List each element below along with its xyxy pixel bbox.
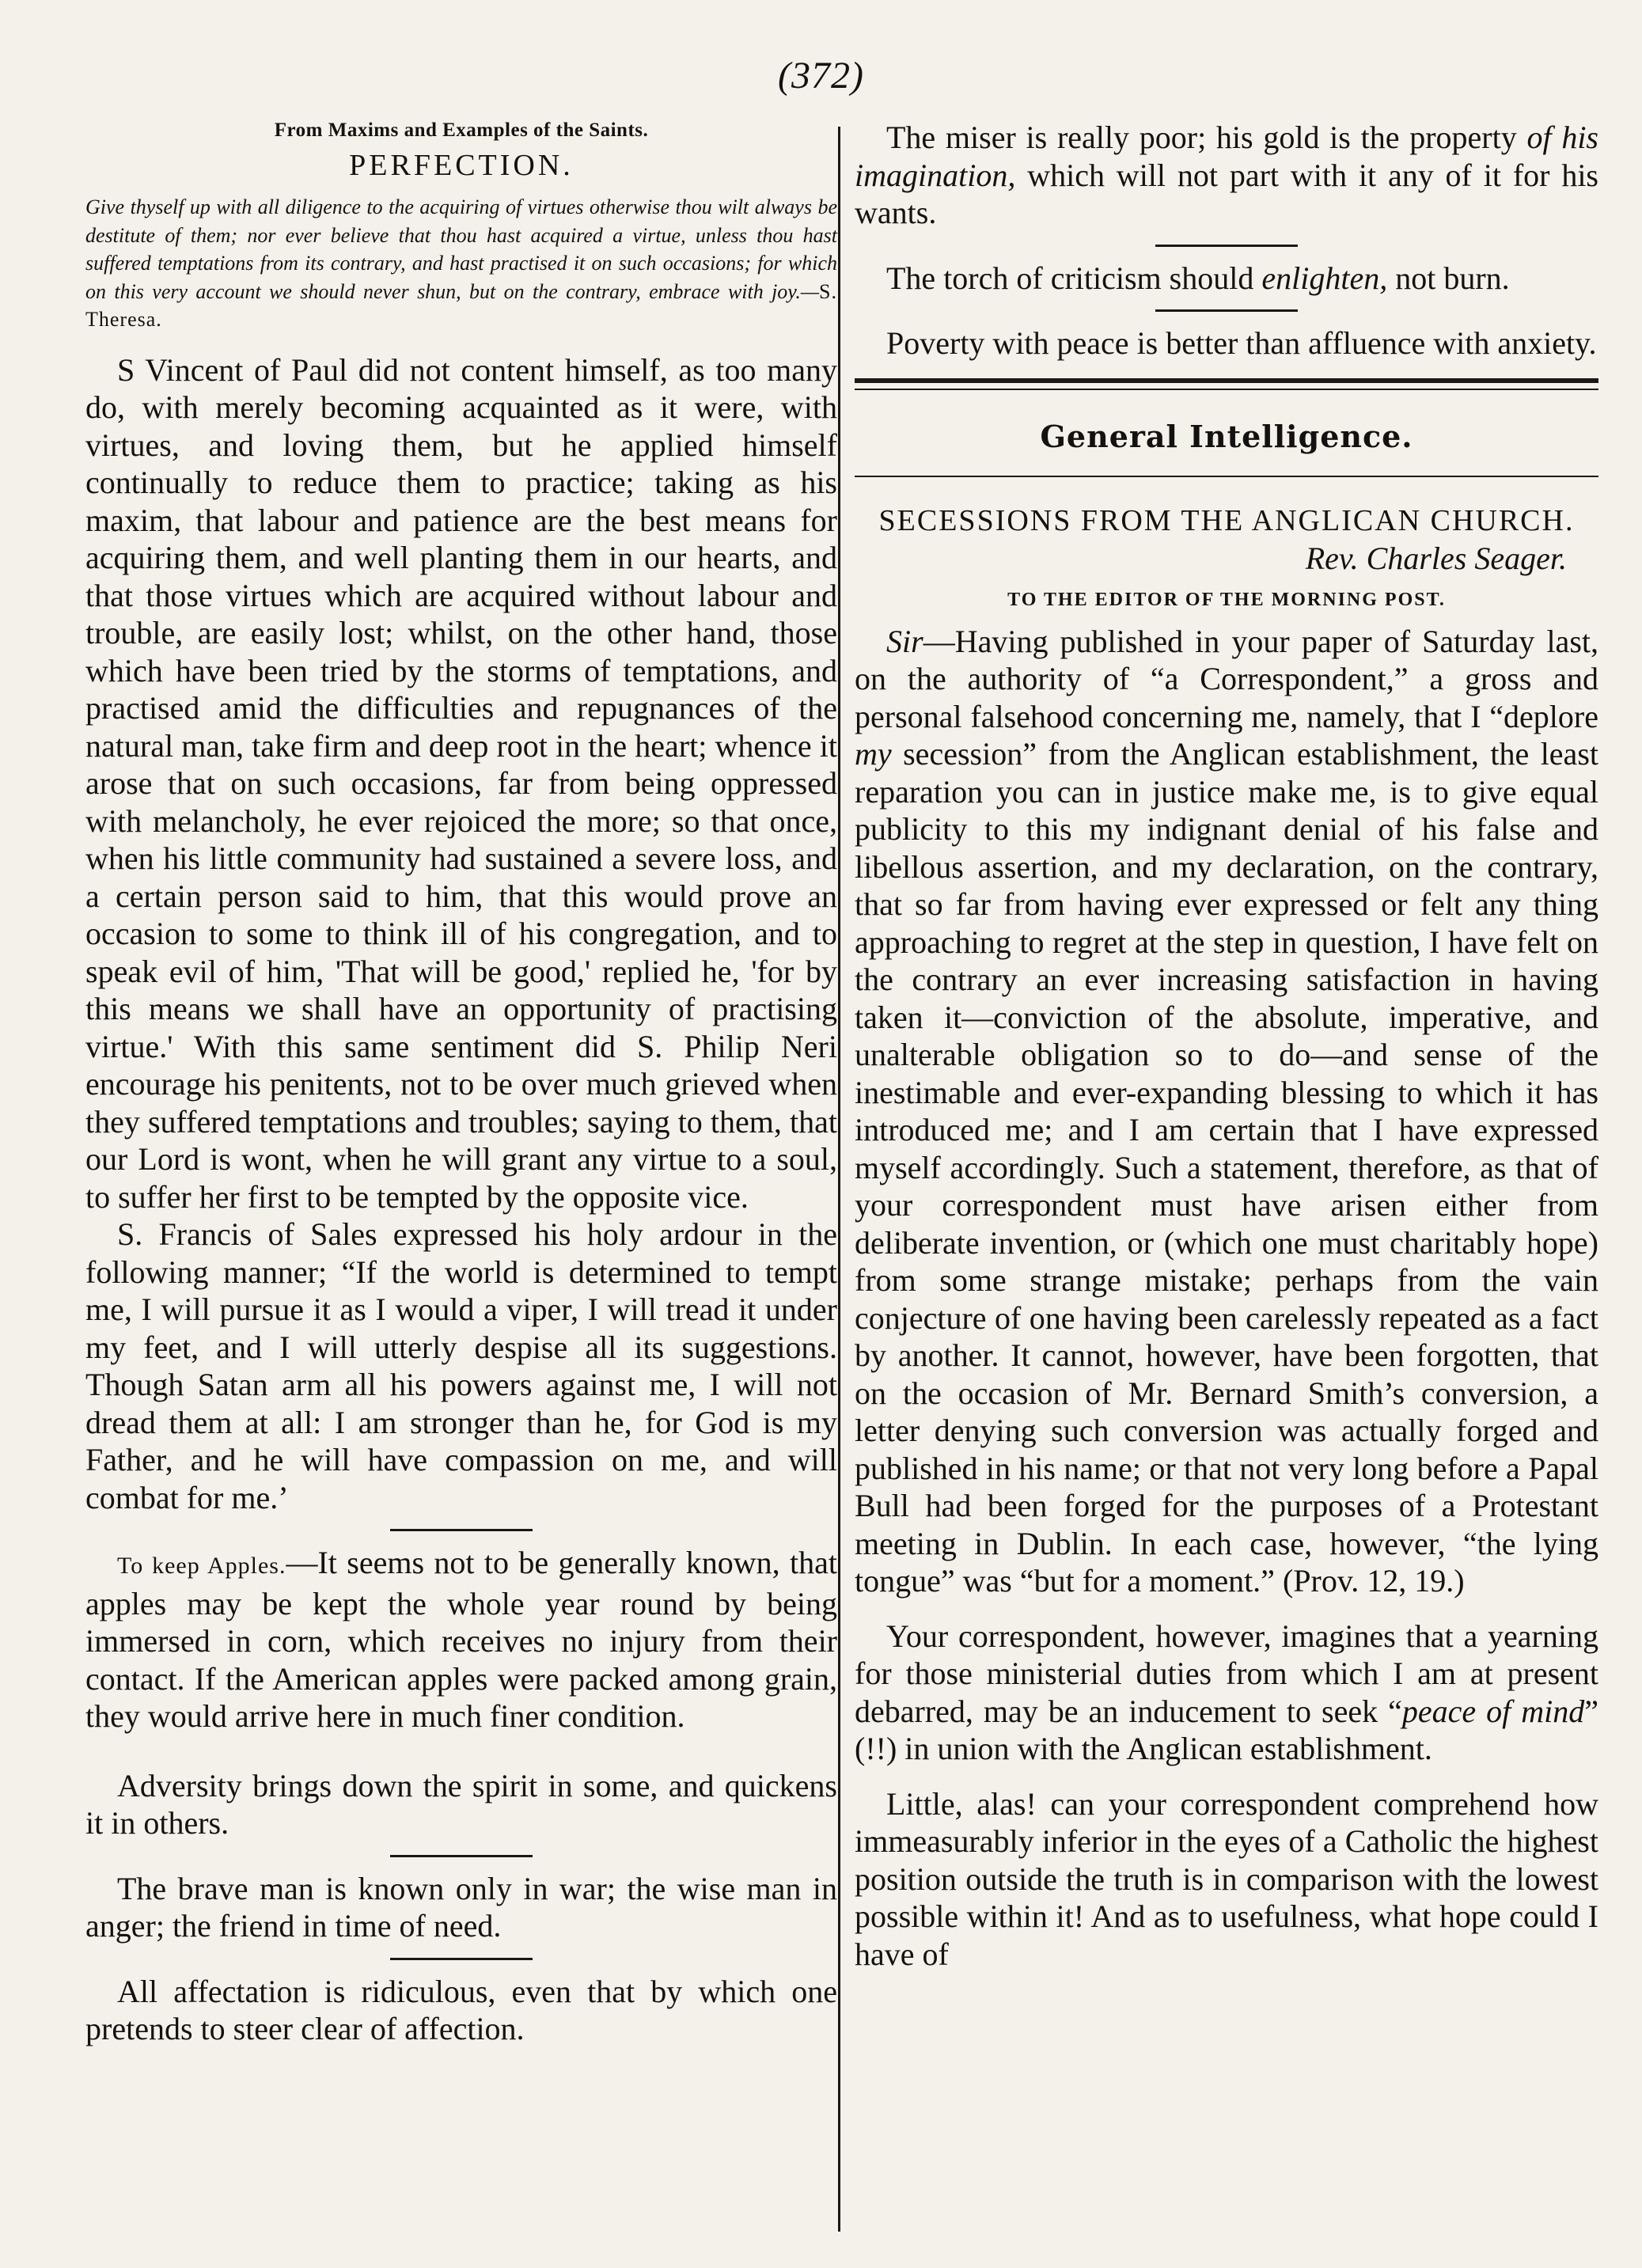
paragraph-poverty: Poverty with peace is better than affluence with anxiety. xyxy=(886,325,1597,361)
letter-salutation: Sir xyxy=(886,623,923,659)
left-column xyxy=(85,119,837,2048)
divider-rule xyxy=(390,1855,533,1857)
divider-rule xyxy=(1155,309,1298,312)
section-double-rule xyxy=(855,378,1598,390)
paragraph-francis: S. Francis of Sales expressed his holy ardour in the following manner; “If the world is determined to tempt me, I will pursue it as I would a viper, I will tread it under my feet, and I will utterly despise all its suggestions. Though Satan arm all his powers against me, I will not dread them at all: I am stronger than he, for God is my Father, and he will have compassion on me, and will combat for me.’ xyxy=(85,1216,837,1515)
torch-italic: enlighten, xyxy=(1261,260,1388,296)
column-divider xyxy=(838,127,840,2232)
letter-p1-a: —Having published in your paper of Saturday last, on the authority of “a Correspondent,” a gross and personal falsehood concerning me, namely, that I “deplore xyxy=(855,623,1598,734)
paragraph-miser xyxy=(855,119,1598,232)
letter-p1-b: secession” from the Anglican establishment, the least reparation you can in justice make me, is to give equal publicity to this my indignant denial of his false and libellous assertion, and my declaration, on the contrary, that so far from having ever expressed or felt any thing approaching to regret at the step in question, I have felt on the contrary an ever increasing satisfaction in having taken it—conviction of the absolute, imperative, and unalterable obligation so to do—and sense of the inestimable and ever-expanding blessing to which it has introduced me; and I am certain that I have expressed myself accordingly. Such a statement, therefore, as that of your correspondent must have arisen either from deliberate invention, or (which one must charitably hope) from some strange mistake; perhaps from the vain conjecture of one having been carelessly repeated as a fact by another. It cannot, however, have been forgotten, that on the occasion of Mr. Bernard Smith’s conversion, a letter denying such conversion was actually forged and published in his name; or that not very long before a Papal Bull had been forged for the purposes of a Protestant meeting in Dublin. In each case, however, “the lying tongue” was “but for a moment.” (Prov. 12, 19.) xyxy=(855,736,1598,1599)
epigraph-text: Give thyself up with all diligence to the acquiring of virtues otherwise thou wilt always be destitute of them; nor ever believe that thou hast acquired a virtue, unless thou hast suffered temptations from its contrary, and hast practised it on such occasions; for which on this very account we should never shun, but on the contrary, embrace with joy.— xyxy=(85,195,837,303)
page-number: (372) xyxy=(778,55,864,97)
paragraph-vincent: S Vincent of Paul did not content himself, as too many do, with merely becoming acquainted as it were, with virtues, and loving them, but he applied himself continually to reduce them to practice; taking as his maxim, that labour and patience are the best means for acquiring them, and well planting them in our hearts, and that those virtues which are acquired without labour and trouble, are easily lost; whilst, on the other hand, those which have been tried by the storms of temptations, and practised amid the difficulties and repugnances of the natural man, take firm and deep root in the heart; whence it arose that on such occasions, far from being oppressed with melancholy, he ever rejoiced the more; so that once, when his little community had sustained a severe loss, and a certain person said to him, that this would prove an occasion to some to think ill of his congregation, and to speak evil of him, 'That will be good,' replied he, 'for by this means we shall have an opportunity of practising virtue.' With this same sentiment did S. Philip Neri encourage his penitents, not to be over much grieved when they suffered temptations and troubles; saying to them, that our Lord is wont, when he will grant any virtue to a soul, to suffer her first to be tempted by the opposite vice. xyxy=(85,351,837,1215)
right-column xyxy=(855,119,1598,1973)
apples-text: —It seems not to be generally known, that apples may be kept the whole year round by being immersed in corn, which receives no injury from their contact. If the American apples were packed among grain, they would arrive here in much finer condition. xyxy=(85,1545,837,1734)
paragraph-adversity: Adversity brings down the spirit in some, and quickens it in others. xyxy=(85,1767,837,1841)
byline: Rev. Charles Seager. xyxy=(1305,540,1567,576)
letter-paragraph-1 xyxy=(855,623,1598,1600)
letter-p2-b: ” (!!) in union with the Anglican establishment. xyxy=(855,1693,1599,1766)
letter-p1-italic: my xyxy=(855,736,892,772)
letter-p2-italic: peace of mind xyxy=(1401,1693,1585,1729)
miser-text: The miser is really poor; his gold is the property xyxy=(886,119,1527,155)
apples-lead: To keep Apples. xyxy=(117,1553,286,1579)
epigraph xyxy=(85,193,837,334)
letter-paragraph-2 xyxy=(855,1618,1598,1768)
miser-italic: of his imagination, xyxy=(855,119,1599,193)
to-editor-line: TO THE EDITOR OF THE MORNING POST. xyxy=(1007,589,1446,610)
paragraph-apples xyxy=(85,1544,837,1735)
miser-end: which will not part with it any of it for his wants. xyxy=(855,157,1598,230)
heading-rule xyxy=(855,476,1598,477)
divider-rule xyxy=(390,1958,533,1960)
torch-text: The torch of criticism should xyxy=(886,260,1262,296)
general-intelligence-heading: General Intelligence. xyxy=(1040,418,1413,454)
paragraph-brave: The brave man is known only in war; the wise man in anger; the friend in time of need. xyxy=(85,1870,837,1944)
paragraph-torch xyxy=(855,260,1598,298)
divider-rule xyxy=(390,1529,533,1531)
letter-p2-a: Your correspondent, however, imagines that a yearning for those ministerial duties from which I am at present debarred, may be an inducement to seek “ xyxy=(855,1618,1598,1729)
divider-rule xyxy=(1155,245,1298,247)
torch-end: not burn. xyxy=(1387,260,1510,296)
section-title-perfection: PERFECTION. xyxy=(349,149,574,182)
letter-paragraph-3: Little, alas! can your correspondent comprehend how immeasurably inferior in the eyes of a Catholic the highest position outside the truth is in comparison with the lowest possible within it! And as to usefulness, what hope could I have of xyxy=(855,1785,1598,1972)
article-title: SECESSIONS FROM THE ANGLICAN CHURCH. xyxy=(878,503,1575,537)
paragraph-affectation: All affectation is ridiculous, even that by which one pretends to steer clear of affection. xyxy=(85,1973,837,2046)
source-line: From Maxims and Examples of the Saints. xyxy=(274,119,649,141)
epigraph-attribution: S. Theresa. xyxy=(85,279,837,331)
